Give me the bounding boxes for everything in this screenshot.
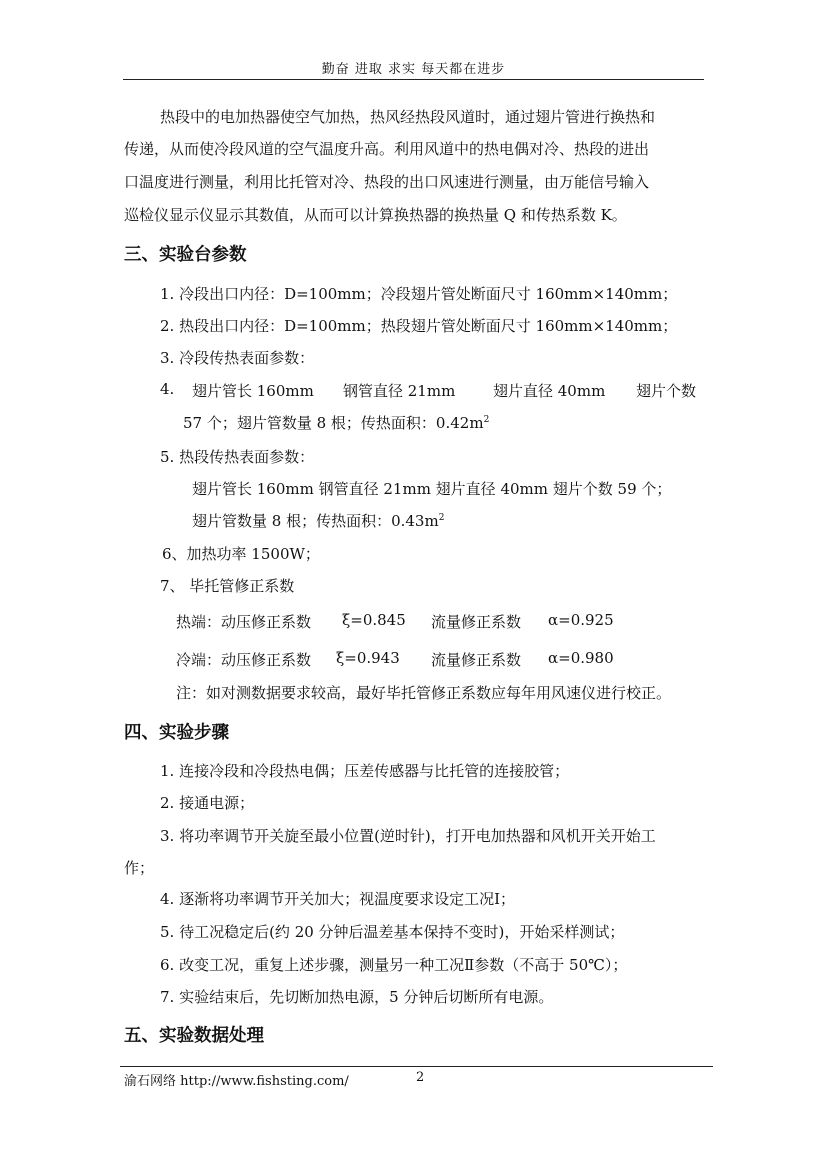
param-item-4-tube-diameter: 钢管直径 21mm [343,382,456,400]
intro-line-2: 传递，从而使冷段风道的空气温度升高。利用风道中的热电偶对冷、热段的进出 [124,140,650,158]
step-4: 4. 逐渐将功率调节开关加大；视温度要求设定工况Ⅰ； [160,890,516,908]
section4-title: 四、实验步骤 [124,723,229,743]
hot-end-xi: ξ=0.845 [342,611,406,629]
step-6: 6. 改变工况，重复上述步骤，测量另一种工况Ⅱ参数（不高于 50℃）； [160,956,628,974]
step-5: 5. 待工况稳定后(约 20 分钟后温差基本保持不变时)，开始采样测试； [160,923,625,941]
param-item-4-fin-count: 翅片个数 [636,382,697,400]
footer-source: 渝石网络 http://www.fishsting.com/ [124,1074,349,1089]
intro-line-3: 口温度进行测量，利用比托管对冷、热段的出口风速进行测量，由万能信号输入 [124,173,650,191]
param-item-6: 6、加热功率 1500W； [162,545,320,563]
param-item-5-line-2: 翅片管数量 8 根；传热面积：$0.43m^2$ [192,512,445,530]
step-1: 1. 连接冷段和冷段热电偶；压差传感器与比托管的连接胶管； [160,762,570,780]
cold-end-xi: ξ=0.943 [336,649,400,667]
param-item-7: 7、 毕托管修正系数 [160,577,295,595]
param-item-5-line-1: 翅片管长 160mm 钢管直径 21mm 翅片直径 40mm 翅片个数 59 个； [192,480,672,498]
footer-rule [120,1066,713,1067]
section3-title: 三、实验台参数 [124,245,247,265]
header-motto: 勤奋 进取 求实 每天都在进步 [321,62,506,77]
param-item-4-fin-diameter: 翅片直径 40mm [493,382,606,400]
param-item-5: 5. 热段传热表面参数： [160,448,315,466]
intro-line-4: 巡检仪显示仪显示其数值，从而可以计算换热器的换热量 Q 和传热系数 K。 [124,206,627,224]
page-number: 2 [416,1070,425,1085]
param-item-4-line-2: 57 个；翅片管数量 8 根；传热面积：$0.42m^2$ [183,414,490,432]
param-item-4-number: 4. [160,380,175,398]
hot-end-alpha: α=0.925 [548,611,614,629]
header-rule [123,79,704,80]
param-item-1: 1. 冷段出口内径：D=100mm；冷段翅片管处断面尺寸 160mm×140mm； [160,285,678,303]
section5-title: 五、实验数据处理 [124,1026,264,1046]
hot-end-dynamic-label: 热端：动压修正系数 [176,613,312,631]
step-2: 2. 接通电源； [160,794,255,812]
param-item-2: 2. 热段出口内径：D=100mm；热段翅片管处断面尺寸 160mm×140mm； [160,317,678,335]
step-3-line-2: 作； [124,859,155,877]
param-item-4-fin-length: 翅片管长 160mm [192,382,314,400]
hot-end-flow-label: 流量修正系数 [431,613,522,631]
cold-end-alpha: α=0.980 [548,649,614,667]
calibration-note: 注：如对测数据要求较高，最好毕托管修正系数应每年用风速仪进行校正。 [176,684,672,702]
cold-end-dynamic-label: 冷端：动压修正系数 [176,651,312,669]
step-3-line-1: 3. 将功率调节开关旋至最小位置(逆时针)，打开电加热器和风机开关开始工 [160,827,656,845]
step-7: 7. 实验结束后，先切断加热电源，5 分钟后切断所有电源。 [160,988,554,1006]
intro-line-1: 热段中的电加热器使空气加热，热风经热段风道时，通过翅片管进行换热和 [160,108,656,126]
param-item-3: 3. 冷段传热表面参数： [160,349,315,367]
cold-end-flow-label: 流量修正系数 [431,651,522,669]
